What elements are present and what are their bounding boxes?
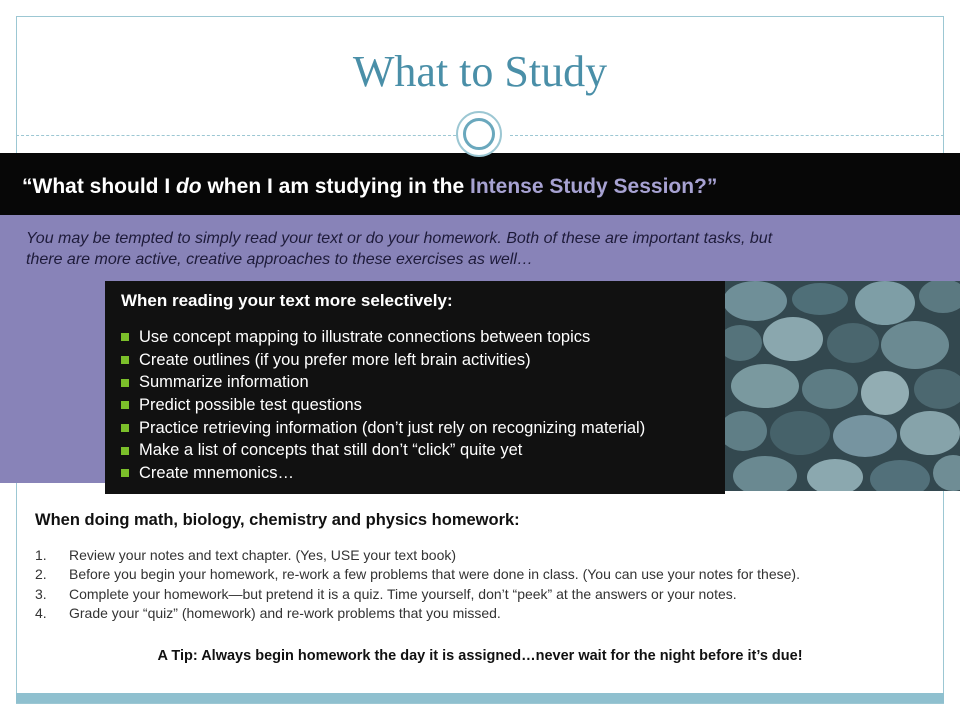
- title-divider-left: [16, 135, 456, 136]
- homework-tip: A Tip: Always begin homework the day it is assigned…never wait for the night before it’s due!: [157, 648, 803, 664]
- step-text: Complete your homework—but pretend it is a quiz. Time yourself, don’t “peek” at the answers or your notes.: [69, 585, 737, 602]
- green-square-bullet-icon: [121, 469, 129, 477]
- image-heading: [22, 175, 717, 199]
- intro-text: [26, 228, 926, 270]
- step-text: Review your notes and text chapter. (Yes, USE your text book): [69, 546, 457, 563]
- bullet-text: Make a list of concepts that still don’t “click” quite yet: [139, 441, 523, 460]
- bullet-text: Practice retrieving information (don’t just rely on recognizing material): [139, 418, 646, 437]
- green-square-bullet-icon: [121, 424, 129, 432]
- reading-box: [105, 281, 725, 494]
- bullet-item: [121, 349, 645, 372]
- step-item: [35, 565, 800, 585]
- green-square-bullet-icon: [121, 401, 129, 409]
- bullet-item: [121, 439, 645, 462]
- step-item: [35, 545, 800, 565]
- step-number: 2.: [35, 566, 47, 583]
- homework-heading: When doing math, biology, chemistry and physics homework:: [35, 511, 520, 529]
- intro-line: You may be tempted to simply read your text or do your homework. Both of these are important tasks, but: [26, 230, 773, 247]
- reading-heading: When reading your text more selectively:: [121, 291, 453, 310]
- pebbles-illustration: [725, 281, 960, 491]
- bullet-text: Summarize information: [139, 373, 309, 392]
- ring-inner: [463, 118, 495, 150]
- step-item: [35, 584, 800, 604]
- green-square-bullet-icon: [121, 356, 129, 364]
- green-square-bullet-icon: [121, 333, 129, 341]
- footer-line: [16, 703, 944, 704]
- bullet-text: Create mnemonics…: [139, 463, 294, 482]
- intro-line: there are more active, creative approaches to these exercises as well…: [26, 251, 533, 268]
- reading-bullets: [121, 326, 645, 485]
- green-square-bullet-icon: [121, 447, 129, 455]
- title-divider-right: [510, 135, 944, 136]
- slide-title: What to Study: [352, 47, 608, 96]
- study-tips-image: [0, 153, 960, 688]
- title-ring-ornament: [456, 111, 502, 157]
- pebbles-photo: [725, 281, 960, 491]
- step-item: [35, 604, 800, 624]
- footer-bar: [16, 693, 944, 703]
- bullet-item: [121, 462, 645, 485]
- bullet-text: Use concept mapping to illustrate connections between topics: [139, 327, 591, 346]
- step-number: 3.: [35, 585, 47, 602]
- step-text: Before you begin your homework, re-work a few problems that were done in class. (You can use your notes for these).: [69, 566, 800, 583]
- heading-highlight: Intense Study Session?”: [470, 175, 718, 198]
- heading-middle: when I am studying in the: [201, 175, 470, 198]
- heading-emphasis: do: [175, 175, 202, 198]
- bullet-item: [121, 326, 645, 349]
- bullet-item: [121, 417, 645, 440]
- green-square-bullet-icon: [121, 379, 129, 387]
- heading-prefix: “What should I: [22, 175, 176, 198]
- bullet-item: [121, 394, 645, 417]
- bullet-text: Predict possible test questions: [139, 395, 362, 414]
- step-number: 4.: [35, 605, 47, 622]
- step-text: Grade your “quiz” (homework) and re-work problems that you missed.: [69, 605, 501, 622]
- step-number: 1.: [35, 546, 47, 563]
- homework-steps: [35, 545, 800, 623]
- bullet-text: Create outlines (if you prefer more left brain activities): [139, 350, 531, 369]
- bullet-item: [121, 371, 645, 394]
